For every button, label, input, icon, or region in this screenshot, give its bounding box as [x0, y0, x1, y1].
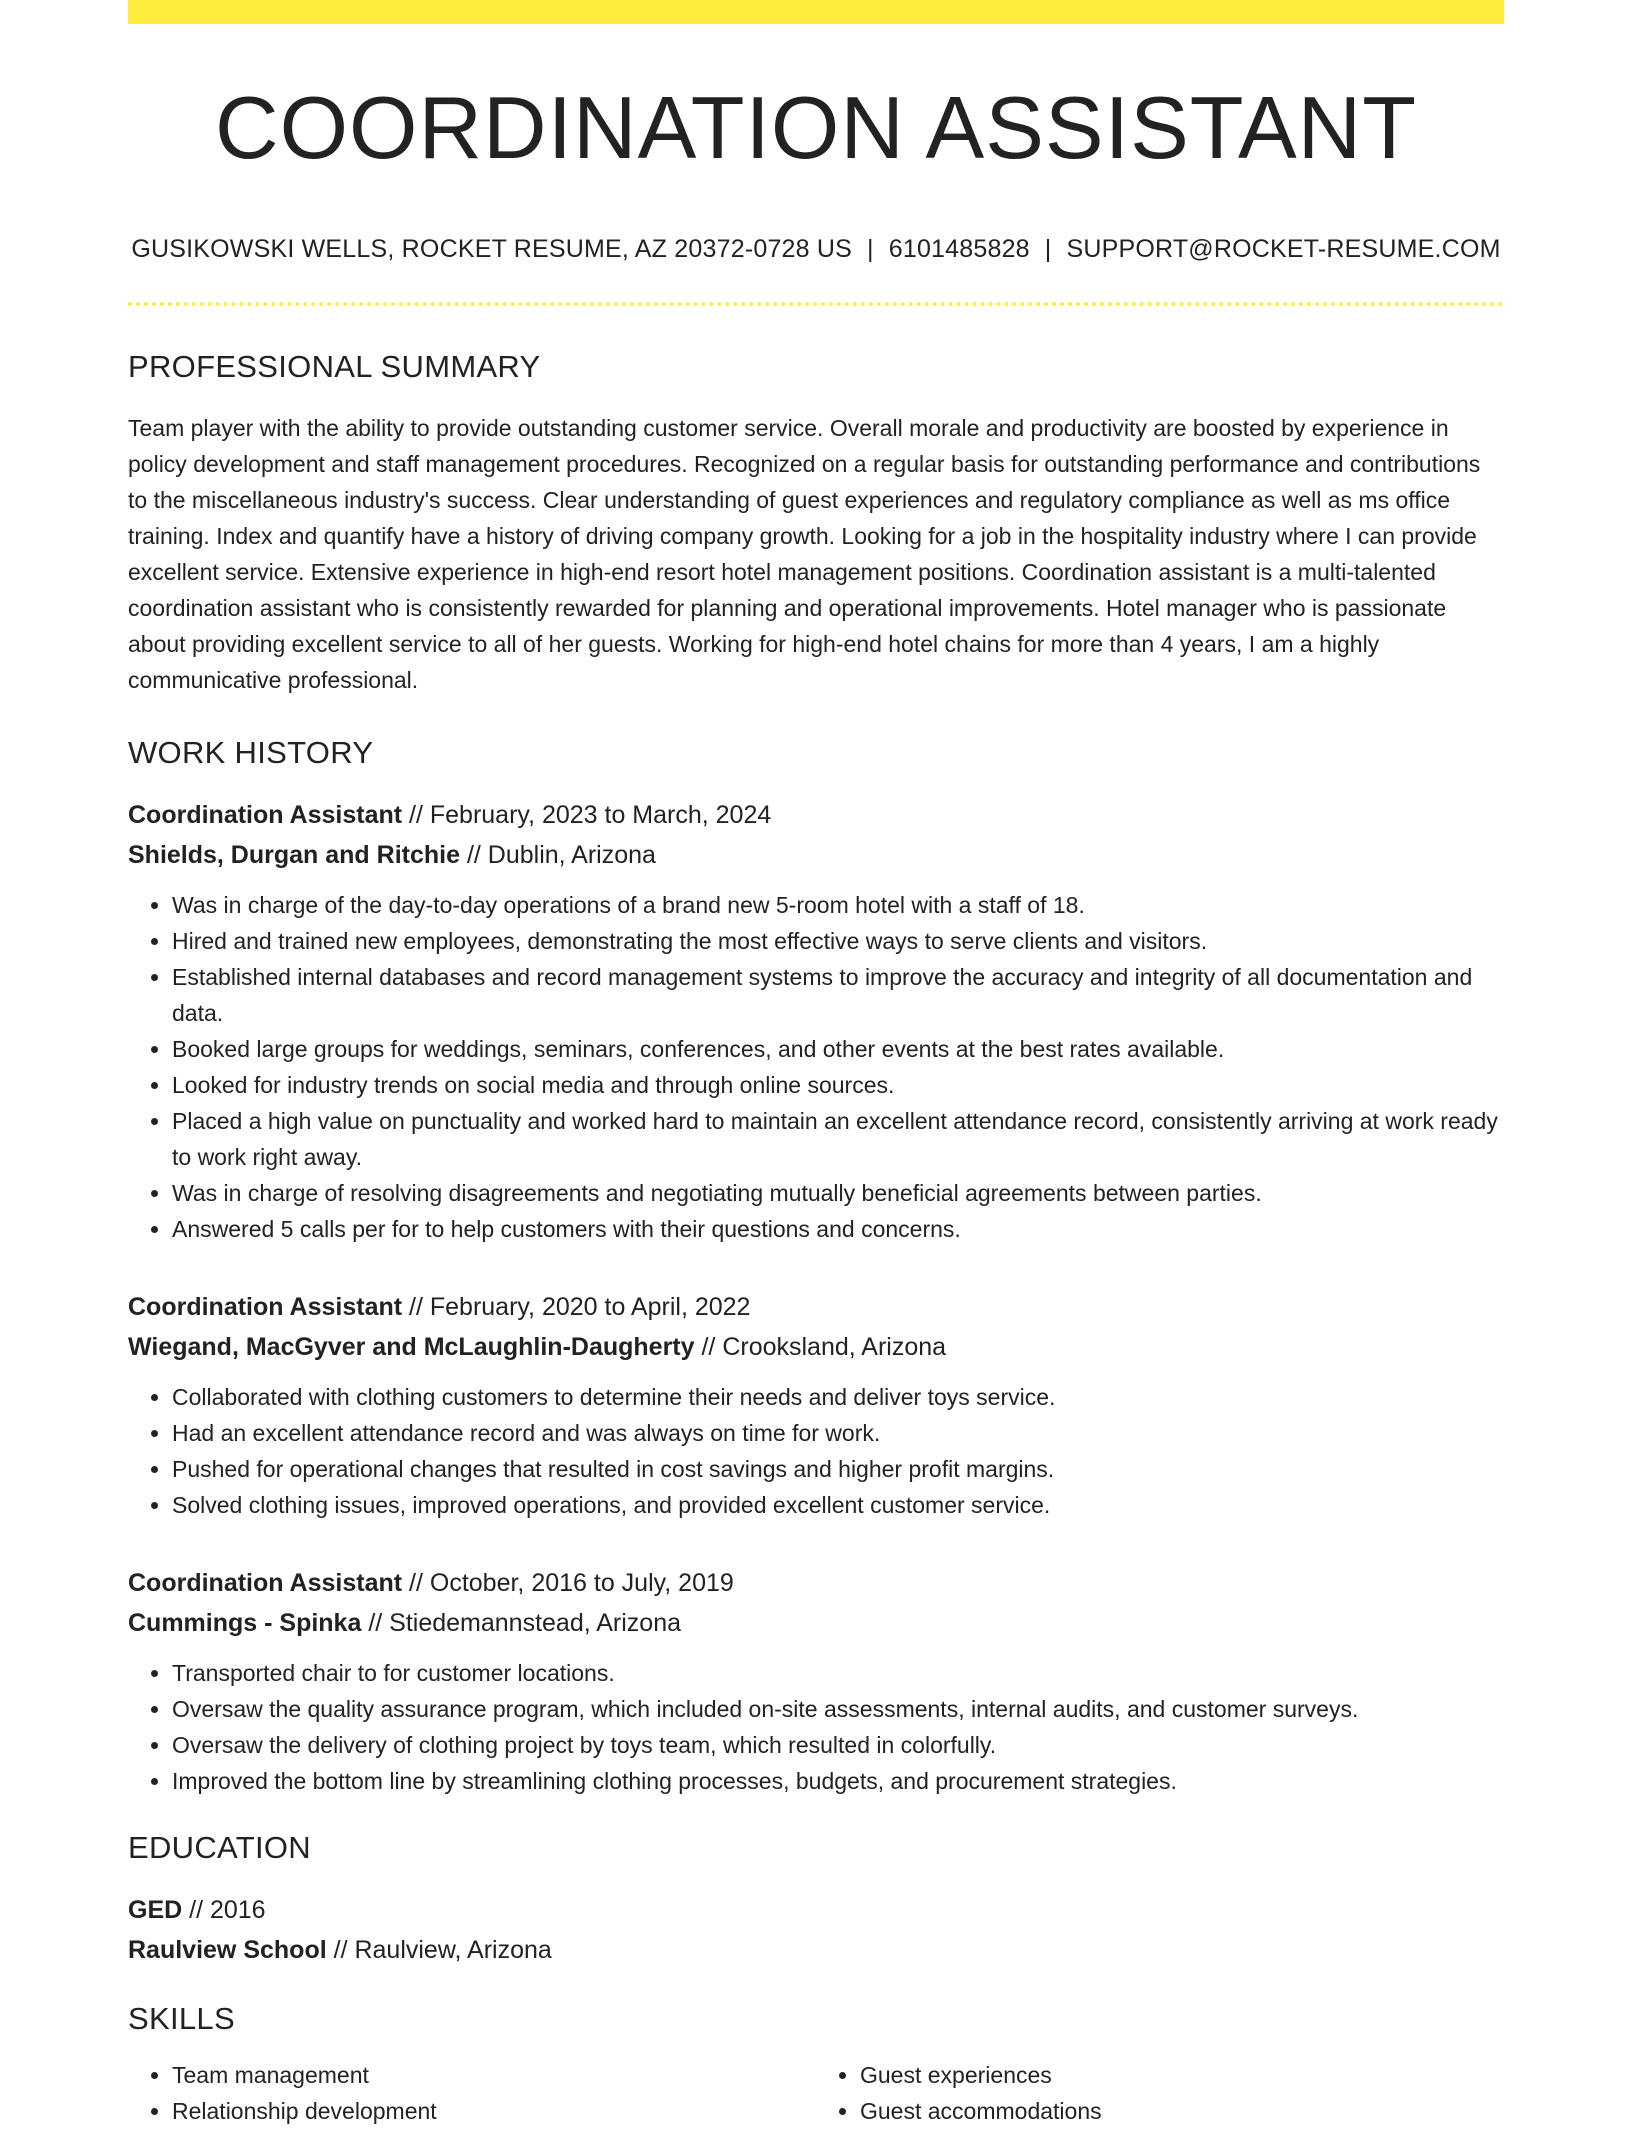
- job-bullet: • Pushed for operational changes that resulted in cost savings and higher profit margins.: [172, 1451, 1504, 1487]
- job-bullet: • Solved clothing issues, improved operations, and provided excellent customer service.: [172, 1487, 1504, 1523]
- skill-item: • Guest accommodations: [860, 2093, 1504, 2129]
- contact-separator: |: [867, 235, 874, 264]
- job-role: Coordination Assistant: [128, 800, 403, 829]
- contact-line: [128, 234, 1504, 264]
- job-bullets: [128, 887, 1504, 1247]
- job-bullet: • Had an excellent attendance record and was always on time for work.: [172, 1415, 1504, 1451]
- summary-heading: PROFESSIONAL SUMMARY: [128, 349, 541, 385]
- education-location: // Raulview, Arizona: [326, 1935, 552, 1964]
- job-bullet: • Placed a high value on punctuality and worked hard to maintain an excellent attendance record, consistently arriving at work ready to work right away.: [172, 1103, 1504, 1175]
- summary-text: Team player with the ability to provide outstanding customer service. Overall morale and productivity are boosted by experience in policy development and staff management procedures. Recognized on a regular basis for outstanding performance and contributions to the miscellaneous industry's success. Clear understanding of guest experiences and regulatory compliance as well as ms office training. Index and quantify have a history of driving company growth. Looking for a job in the hospitality industry where I can provide excellent service. Extensive experience in high-end resort hotel management positions. Coordination assistant is a multi-talented coordination assistant who is consistently rewarded for planning and operational improvements. Hotel manager who is passionate about providing excellent service to all of her guests. Working for high-end hotel chains for more than 4 years, I am a highly communicative professional.: [128, 414, 1481, 693]
- job-dates: // February, 2023 to March, 2024: [402, 800, 772, 829]
- skill-item: • Team management: [172, 2057, 816, 2093]
- job-title-line: [128, 795, 1504, 835]
- job-location: // Crooksland, Arizona: [694, 1332, 947, 1361]
- job-bullet: • Oversaw the delivery of clothing project by toys team, which resulted in colorfully.: [172, 1727, 1504, 1763]
- job-bullet: • Established internal databases and record management systems to improve the accuracy and integrity of all documentation and data.: [172, 959, 1504, 1031]
- job-company: Shields, Durgan and Ritchie: [128, 840, 460, 869]
- job-location: // Dublin, Arizona: [460, 840, 656, 869]
- job-bullet: • Oversaw the quality assurance program, which included on-site assessments, internal audits, and customer surveys.: [172, 1691, 1504, 1727]
- job-company-line: [128, 835, 1504, 875]
- job-role: Coordination Assistant: [128, 1292, 403, 1321]
- skills-column-right: [816, 2057, 1504, 2129]
- contact-separator: |: [1044, 235, 1052, 264]
- job-company: Cummings - Spinka: [128, 1608, 362, 1637]
- job-bullet: • Was in charge of the day-to-day operations of a brand new 5-room hotel with a staff of 18.: [172, 887, 1504, 923]
- job-role: Coordination Assistant: [128, 1568, 403, 1597]
- job-entry: [128, 795, 1504, 1247]
- contact-email: SUPPORT@ROCKET-RESUME.COM: [1066, 235, 1501, 264]
- job-bullet: • Looked for industry trends on social media and through online sources.: [172, 1067, 1504, 1103]
- skill-item: • Guest experiences: [860, 2057, 1504, 2093]
- job-bullet: • Hired and trained new employees, demonstrating the most effective ways to serve clients and visitors.: [172, 923, 1504, 959]
- skill-item: • Relationship development: [172, 2093, 816, 2129]
- job-bullet: • Answered 5 calls per for to help customers with their questions and concerns.: [172, 1211, 1504, 1247]
- job-bullet: • Was in charge of resolving disagreements and negotiating mutually beneficial agreements between parties.: [172, 1175, 1504, 1211]
- job-company: Wiegand, MacGyver and McLaughlin-Daugherty: [128, 1332, 695, 1361]
- education-year: // 2016: [182, 1895, 266, 1924]
- resume-page: [128, 0, 1504, 2129]
- job-title-line: [128, 1287, 1504, 1327]
- education-entry: [128, 1890, 1504, 1970]
- contact-address: GUSIKOWSKI WELLS, ROCKET RESUME, AZ 20372-0728 US: [131, 235, 853, 264]
- education-degree: GED: [128, 1895, 183, 1924]
- skills-heading: SKILLS: [128, 2000, 235, 2036]
- job-entry: [128, 1287, 1504, 1523]
- job-bullets: [128, 1655, 1504, 1799]
- education-school-line: [128, 1930, 1504, 1970]
- job-bullets: [128, 1379, 1504, 1523]
- education-heading: EDUCATION: [128, 1829, 311, 1865]
- job-dates: // October, 2016 to July, 2019: [402, 1568, 734, 1597]
- skills-list: [128, 2057, 1504, 2129]
- job-company-line: [128, 1603, 1504, 1643]
- job-title-line: [128, 1563, 1504, 1603]
- job-dates: // February, 2020 to April, 2022: [402, 1292, 751, 1321]
- top-accent-bar: [128, 0, 1504, 24]
- job-bullet: • Transported chair to for customer locations.: [172, 1655, 1504, 1691]
- job-bullet: • Improved the bottom line by streamlining clothing processes, budgets, and procurement strategies.: [172, 1763, 1504, 1799]
- education-school: Raulview School: [128, 1935, 327, 1964]
- education-degree-line: [128, 1890, 1504, 1930]
- job-entry: [128, 1563, 1504, 1799]
- work-history-heading: WORK HISTORY: [128, 734, 374, 770]
- job-location: // Stiedemannstead, Arizona: [361, 1608, 682, 1637]
- resume-title: COORDINATION ASSISTANT: [215, 78, 1417, 177]
- skills-column-left: [128, 2057, 816, 2129]
- job-bullet: • Booked large groups for weddings, seminars, conferences, and other events at the best rates available.: [172, 1031, 1504, 1067]
- job-company-line: [128, 1327, 1504, 1367]
- header-divider: [128, 302, 1504, 306]
- job-bullet: • Collaborated with clothing customers to determine their needs and deliver toys service.: [172, 1379, 1504, 1415]
- contact-phone: 6101485828: [888, 235, 1030, 264]
